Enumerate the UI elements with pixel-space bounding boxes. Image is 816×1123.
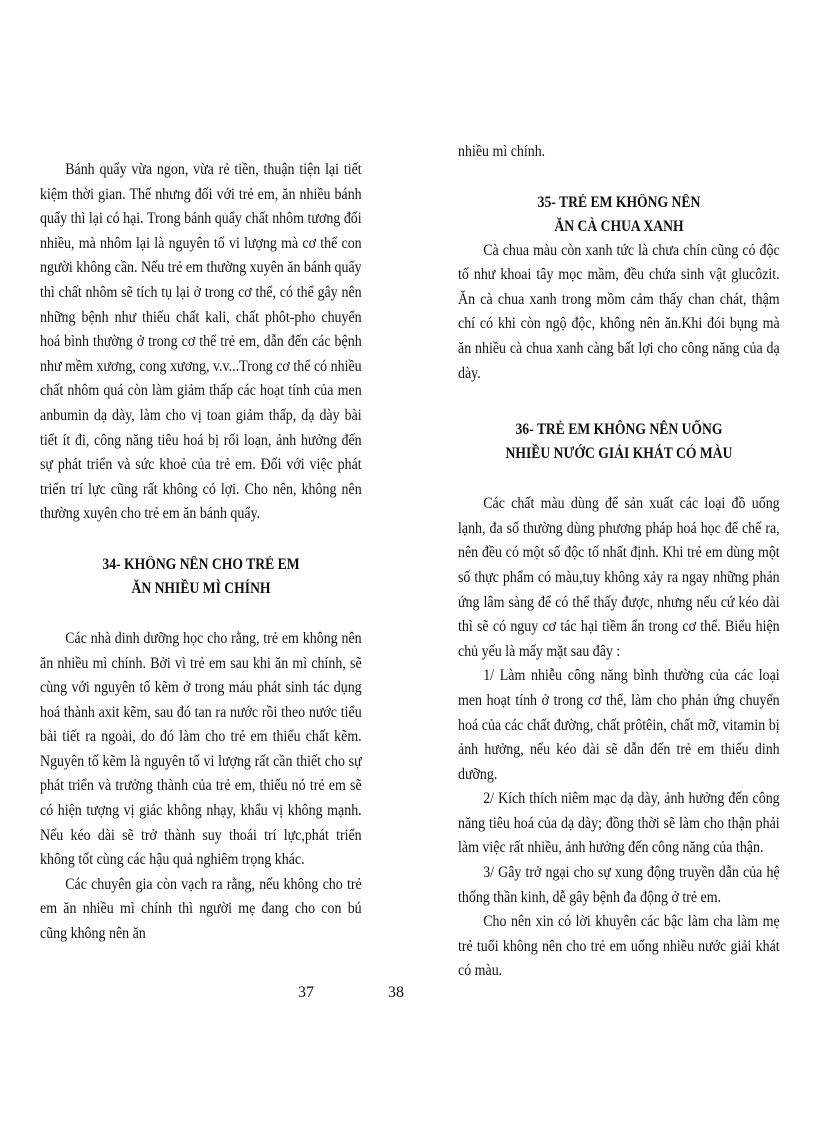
section-34-title-line2: ĂN NHIỀU MÌ CHÍNH — [131, 579, 271, 597]
page-number-left: 37 — [298, 984, 314, 1001]
right-page — [458, 140, 780, 984]
section-36-title-line2: NHIỀU NƯỚC GIẢI KHÁT CÓ MÀU — [505, 445, 733, 463]
continuation-text: nhiều mì chính. — [458, 143, 546, 160]
page-number-right: 38 — [388, 984, 404, 1001]
section-36-conclusion: Cho nên xin có lời khuyên các bậc làm cha làm mẹ trẻ tuổi không nên cho trẻ em uống nhiều nước giải khát có màu. — [458, 913, 780, 980]
section-34-paragraph2: Các chuyên gia còn vạch ra rằng, nếu không cho trẻ em ăn nhiều mì chính thì người mẹ đang cho con bú cũng không nên ăn — [40, 875, 362, 943]
left-page — [40, 158, 362, 947]
section-36-paragraph1: Các chất màu dùng để sản xuất các loại đồ uống lạnh, đa số thường dùng phương pháp hoá học để chế ra, nên đều có một số độc tố nhất định. Khi trẻ em dùng một số thực phẩm có màu,tuy không xảy ra ngay những phản ứng lâm sàng để có thể thấy được, nhưng nếu cứ kéo dài thì sẽ có nguy cơ tác hại tiềm ẩn trong cơ thể. Biểu hiện chủ yếu là mấy mặt sau đây : — [458, 495, 780, 660]
section-36-item1: 1/ Làm nhiễu công năng bình thường của các loại men hoạt tính ở trong cơ thể, làm cho phản ứng chuyển hoá của các chất đường, chất prôtêin, chất mỡ, vitamin bị ảnh hưởng, nếu kéo dài sẽ dẫn đến trẻ em thiếu dinh dưỡng. — [458, 667, 780, 783]
section-36-title-line1: 36- TRẺ EM KHÔNG NÊN UỐNG — [515, 421, 723, 439]
section-35-paragraph: Cà chua màu còn xanh tức là chưa chín cũng có độc tố như khoai tây mọc mầm, đều chứa sinh vật glucôzit. Ăn cà chua xanh trong mồm cảm thấy chan chát, thậm chí có khi còn ngộ độc, không nên ăn.Khi đói bụng mà ăn nhiều cà chua xanh càng bất lợi cho công năng của dạ dày. — [458, 241, 780, 382]
section-35-title-line1: 35- TRẺ EM KHÔNG NÊN — [537, 193, 701, 211]
section-35-title-line2: ĂN CÀ CHUA XANH — [554, 217, 684, 235]
intro-paragraph: Bánh quẩy vừa ngon, vừa rẻ tiền, thuận tiện lại tiết kiệm thời gian. Thế nhưng đối với trẻ em, ăn nhiều bánh quẩy thì lại có hại. Trong bánh quẩy chất nhôm tương đối nhiều, mà nhôm lại là nguyên tố vi lượng mà cơ thể con người không cần. Nếu trẻ em thường xuyên ăn bánh quẩy thì chất nhôm sẽ tích tụ lại ở trong cơ thể, có thể gây nên những bệnh như thiếu chất kali, chất phôt-pho chuyển hoá bình thường ở trong cơ thể trẻ em, dẫn đến các bệnh như mềm xương, cong xương, v.v...Trong cơ thể có nhiều chất nhôm quá còn làm giảm thấp các hoạt tính của men anbumin dạ dày, làm cho vị toan giảm thấp, dạ dày bài tiết ít đi, công năng tiêu hoá bị rối loạn, ảnh hưởng đến sự phát triển và sức khoẻ của trẻ em. Đối với việc phát triển trí lực cũng rất không có lợi. Cho nên, không nên thường xuyên cho trẻ em ăn bánh quẩy. — [40, 161, 362, 523]
section-35-heading — [477, 191, 760, 239]
section-34-heading — [59, 553, 342, 601]
section-36-heading — [477, 418, 760, 466]
section-36-item3: 3/ Gây trở ngại cho sự xung động truyền dẫn của hệ thống thần kinh, dễ gây bệnh đa động ở trẻ em. — [458, 864, 780, 906]
section-34-title-line1: 34- KHÔNG NÊN CHO TRẺ EM — [102, 555, 300, 573]
section-34-paragraph1: Các nhà dinh dưỡng học cho rằng, trẻ em không nên ăn nhiều mì chính. Bởi vì trẻ em sau khi ăn mì chính, sẽ cùng với nguyên tố kẽm ở trong máu phát sinh tác dụng hoá thành axit kẽm, sau đó tan ra nước rồi theo nước tiểu bài tiết ra ngoài, do đó làm cho trẻ em thiếu chất kẽm. Nguyên tố kẽm là nguyên tố vi lượng rất cần thiết cho sự phát triển và trưởng thành của trẻ em, thiếu nó trẻ em sẽ có hiện tượng vị giác không nhạy, khẩu vị không mạnh. Nếu kéo dài sẽ trở thành suy thoái trí lực,phát triển không tốt cùng các hậu quả nghiêm trọng khác. — [40, 629, 362, 869]
section-36-item2: 2/ Kích thích niêm mạc dạ dày, ảnh hưởng đến công năng tiêu hoá của dạ dày; đồng thời sẽ làm cho thận phải làm việc rất nhiều, ảnh hưởng đến công năng của thận. — [458, 790, 780, 857]
